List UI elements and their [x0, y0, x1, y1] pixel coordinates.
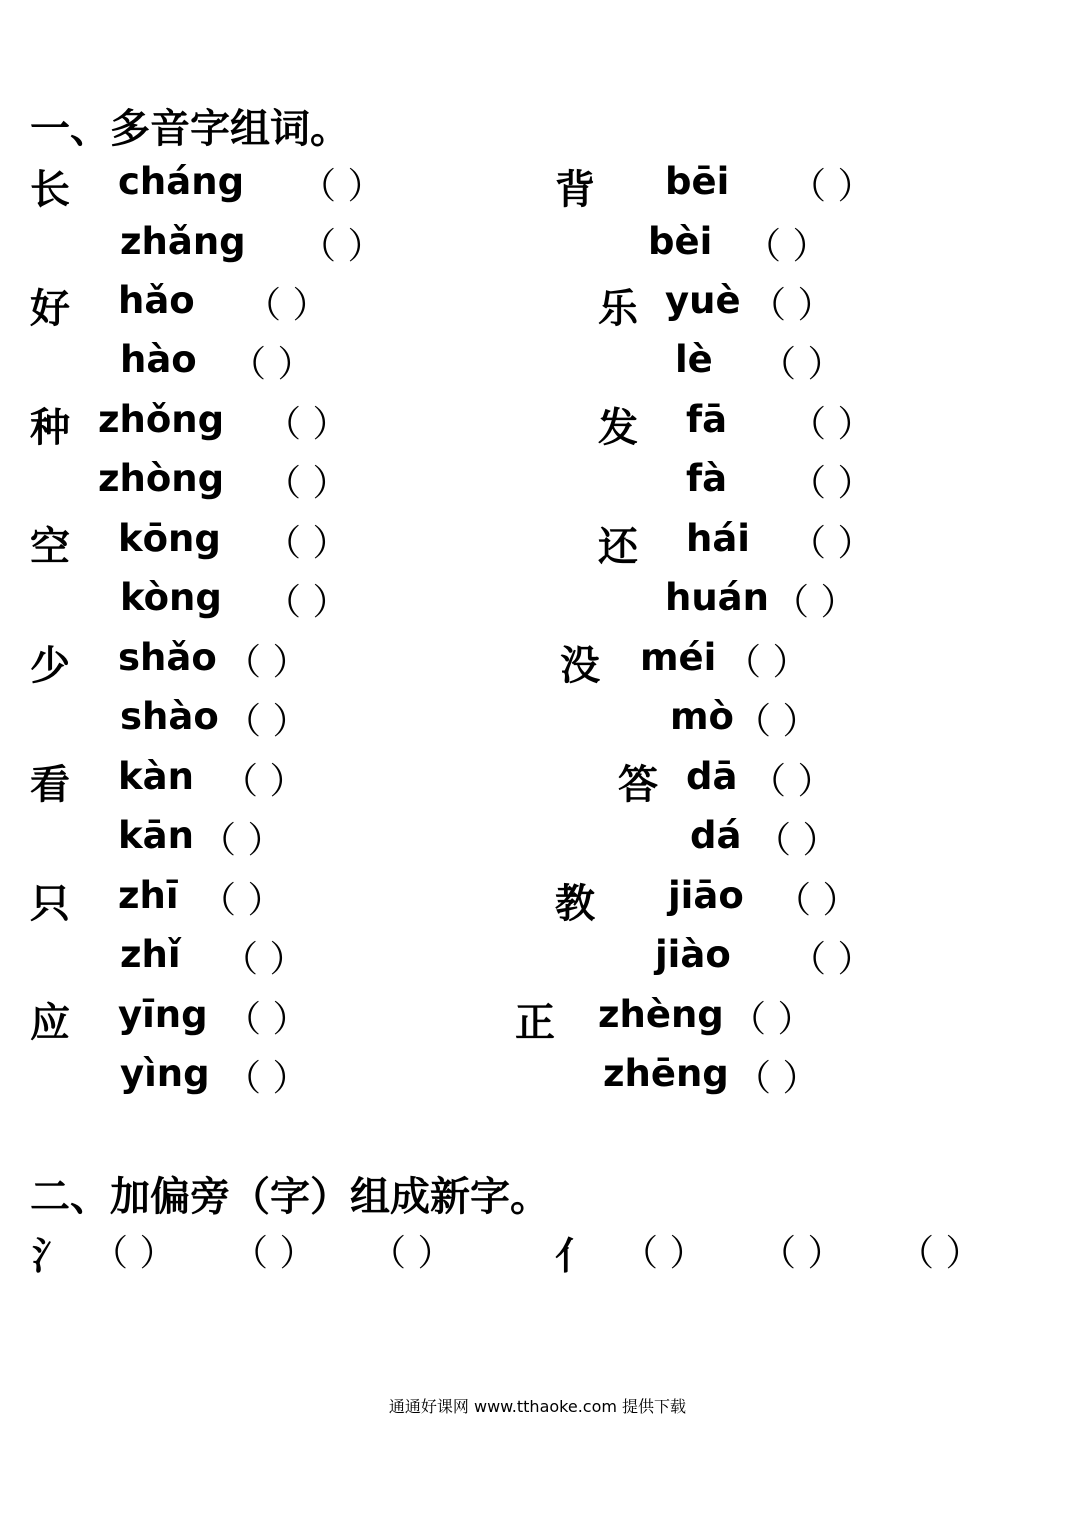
- pinyin: mò: [670, 695, 734, 738]
- answer-blank[interactable]: （ ）: [222, 761, 306, 802]
- radical-water: 氵: [32, 1234, 71, 1278]
- answer-blank[interactable]: （ ）: [773, 582, 857, 623]
- pinyin: kòng: [120, 576, 222, 619]
- pinyin: huán: [665, 576, 769, 619]
- pinyin: bèi: [648, 220, 713, 263]
- answer-blank[interactable]: （ ）: [265, 463, 349, 504]
- pinyin: yìng: [120, 1052, 210, 1095]
- polyphone-char: 好: [30, 286, 70, 332]
- polyphone-char: 只: [30, 881, 70, 927]
- answer-blank[interactable]: （ ）: [200, 880, 284, 921]
- pinyin: yīng: [118, 993, 208, 1036]
- pinyin: kān: [118, 814, 194, 857]
- pinyin: shào: [120, 695, 219, 738]
- answer-blank[interactable]: （ ）: [225, 642, 309, 683]
- pinyin: fà: [686, 457, 728, 500]
- answer-blank[interactable]: （ ）: [790, 166, 874, 207]
- pinyin: zhǒng: [98, 398, 225, 441]
- answer-blank[interactable]: （ ）: [790, 463, 874, 504]
- answer-blank[interactable]: （ ）: [745, 226, 829, 267]
- radical-person: 亻: [555, 1234, 594, 1278]
- radical-blank[interactable]: （ ）: [370, 1233, 454, 1274]
- pinyin: kàn: [118, 755, 194, 798]
- pinyin: fā: [686, 398, 728, 441]
- answer-blank[interactable]: （ ）: [225, 999, 309, 1040]
- pinyin: dá: [690, 814, 742, 857]
- pinyin: zhòng: [98, 457, 225, 500]
- polyphone-char: 乐: [598, 286, 638, 332]
- pinyin: jiào: [655, 933, 731, 976]
- answer-blank[interactable]: （ ）: [265, 404, 349, 445]
- pinyin: hào: [120, 338, 197, 381]
- polyphone-char: 教: [555, 881, 595, 927]
- answer-blank[interactable]: （ ）: [245, 285, 329, 326]
- polyphone-char: 发: [598, 405, 638, 451]
- radical-blank[interactable]: （ ）: [232, 1233, 316, 1274]
- polyphone-char: 还: [598, 524, 638, 570]
- answer-blank[interactable]: （ ）: [760, 344, 844, 385]
- pinyin: méi: [640, 636, 717, 679]
- polyphone-char: 没: [560, 643, 600, 689]
- pinyin: kōng: [118, 517, 221, 560]
- answer-blank[interactable]: （ ）: [755, 820, 839, 861]
- answer-blank[interactable]: （ ）: [225, 701, 309, 742]
- answer-blank[interactable]: （ ）: [225, 1058, 309, 1099]
- polyphone-char: 应: [30, 1000, 70, 1046]
- pinyin: hái: [686, 517, 750, 560]
- answer-blank[interactable]: （ ）: [790, 939, 874, 980]
- answer-blank[interactable]: （ ）: [790, 404, 874, 445]
- polyphone-char: 少: [30, 643, 70, 689]
- pinyin: jiāo: [668, 874, 744, 917]
- radical-blank[interactable]: （ ）: [898, 1233, 982, 1274]
- radical-blank[interactable]: （ ）: [622, 1233, 706, 1274]
- answer-blank[interactable]: （ ）: [222, 939, 306, 980]
- polyphone-char: 种: [30, 405, 70, 451]
- pinyin: yuè: [665, 279, 741, 322]
- answer-blank[interactable]: （ ）: [750, 761, 834, 802]
- pinyin: zhēng: [603, 1052, 729, 1095]
- answer-blank[interactable]: （ ）: [730, 999, 814, 1040]
- pinyin: hǎo: [118, 279, 195, 322]
- section2-title: 二、加偏旁（字）组成新字。: [30, 1174, 550, 1220]
- polyphone-char: 空: [30, 524, 70, 570]
- polyphone-char: 背: [555, 167, 595, 213]
- answer-blank[interactable]: （ ）: [735, 701, 819, 742]
- polyphone-char: 长: [30, 167, 70, 213]
- answer-blank[interactable]: （ ）: [200, 820, 284, 861]
- radical-blank[interactable]: （ ）: [92, 1233, 176, 1274]
- pinyin: zhī: [118, 874, 179, 917]
- answer-blank[interactable]: （ ）: [750, 285, 834, 326]
- polyphone-char: 答: [618, 762, 658, 808]
- pinyin: bēi: [665, 160, 730, 203]
- answer-blank[interactable]: （ ）: [265, 523, 349, 564]
- answer-blank[interactable]: （ ）: [735, 1058, 819, 1099]
- answer-blank[interactable]: （ ）: [265, 582, 349, 623]
- answer-blank[interactable]: （ ）: [790, 523, 874, 564]
- pinyin: dā: [686, 755, 738, 798]
- pinyin: zhǐ: [120, 933, 181, 976]
- pinyin: zhǎng: [120, 220, 246, 263]
- radical-blank[interactable]: （ ）: [760, 1233, 844, 1274]
- pinyin: shǎo: [118, 636, 217, 679]
- answer-blank[interactable]: （ ）: [775, 880, 859, 921]
- answer-blank[interactable]: （ ）: [300, 226, 384, 267]
- footer-source: 通通好课网 www.tthaoke.com 提供下载: [388, 1397, 687, 1416]
- pinyin: cháng: [118, 160, 245, 203]
- pinyin: zhèng: [598, 993, 724, 1036]
- answer-blank[interactable]: （ ）: [230, 344, 314, 385]
- section1-title: 一、多音字组词。: [30, 106, 350, 152]
- polyphone-char: 正: [515, 1000, 555, 1046]
- pinyin: lè: [675, 338, 713, 381]
- answer-blank[interactable]: （ ）: [725, 642, 809, 683]
- polyphone-char: 看: [30, 762, 70, 808]
- answer-blank[interactable]: （ ）: [300, 166, 384, 207]
